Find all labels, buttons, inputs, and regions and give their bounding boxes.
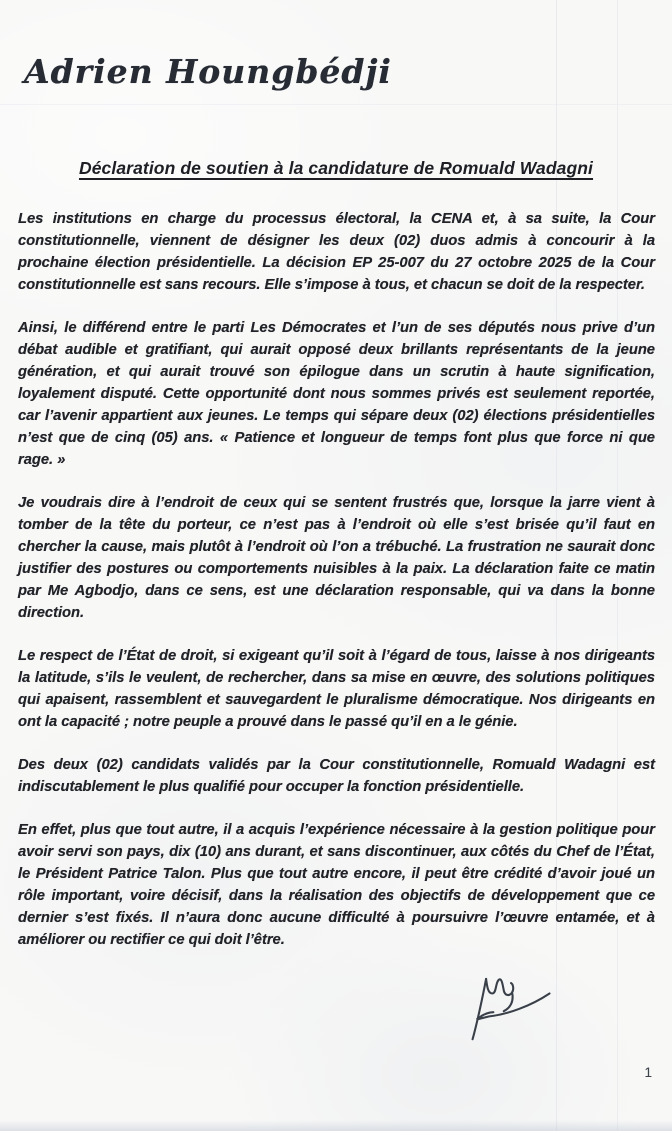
document-title: Déclaration de soutien à la candidature de Romuald Wadagni — [78, 158, 594, 178]
page-number: 1 — [644, 1065, 652, 1080]
paragraph: Les institutions en charge du processus électoral, la CENA et, à sa suite, la Cour constitutionnelle, viennent de désigner les deux (02) duos admis à concourir à la prochaine élection présidentielle. La décision EP 25-007 du 27 octobre 2025 de la Cour constitutionnelle est sans recours. Elle s’impose à tous, et chacun se doit de la respecter. — [18, 211, 655, 293]
paragraph: Le respect de l’État de droit, si exigeant qu’il soit à l’égard de tous, laisse à nos dirigeants la latitude, s’ils le veulent, de rechercher, dans sa mise en œuvre, des solutions politiques qui apaisent, rassemblent et sauvegardent le pluralisme démocratique. Nos dirigeants en ont la capacité ; notre peuple a prouvé dans le passé qu’il en a le génie. — [18, 648, 655, 730]
paragraph: Je voudrais dire à l’endroit de ceux qui se sentent frustrés que, lorsque la jarre vient à tomber de la tête du porteur, ce n’est pas à l’endroit où elle s’est brisée qu’il faut en chercher la cause, mais plutôt à l’endroit où l’on a trébuché. La frustration ne saurait donc justifier des postures ou comportements nuisibles à la paix. La déclaration faite ce matin par Me Agbodjo, dans ce sens, est une déclaration responsable, qui va dans la bonne direction. — [18, 495, 655, 621]
paragraph: Des deux (02) candidats validés par la Cour constitutionnelle, Romuald Wadagni est indiscutablement le plus qualifié pour occuper la fonction présidentielle. — [18, 757, 655, 795]
scan-streak — [0, 104, 672, 105]
document-body — [18, 208, 655, 951]
author-signature-script: Adrien Houngbédji — [24, 52, 392, 91]
scan-edge-shadow — [0, 1120, 672, 1131]
paragraph: Ainsi, le différend entre le parti Les Démocrates et l’un de ses députés nous prive d’un débat audible et gratifiant, qui aurait opposé deux brillants représentants de la jeune génération, et qui aurait trouvé son épilogue dans un scrutin à haute signification, loyalement disputé. Cette opportunité dont nous sommes privés est seulement reportée, car l’avenir appartient aux jeunes. Le temps qui sépare deux (02) élections présidentielles n’est que de cinq (05) ans. « Patience et longueur de temps font plus que force ni que rage. » — [18, 320, 655, 468]
paragraph: En effet, plus que tout autre, il a acquis l’expérience nécessaire à la gestion politique pour avoir servi son pays, dix (10) ans durant, et sans discontinuer, aux côtés du Chef de l’État, le Président Patrice Talon. Plus que tout autre encore, il peut être crédité d’avoir joué un rôle important, voire décisif, dans la réalisation des objectifs de développement que ce dernier s’est fixés. Il n’aura donc aucune difficulté à poursuivre l’œuvre entamée, et à améliorer ou rectifier ce qui doit l’être. — [18, 822, 655, 948]
signature-paraph-icon — [458, 968, 562, 1046]
